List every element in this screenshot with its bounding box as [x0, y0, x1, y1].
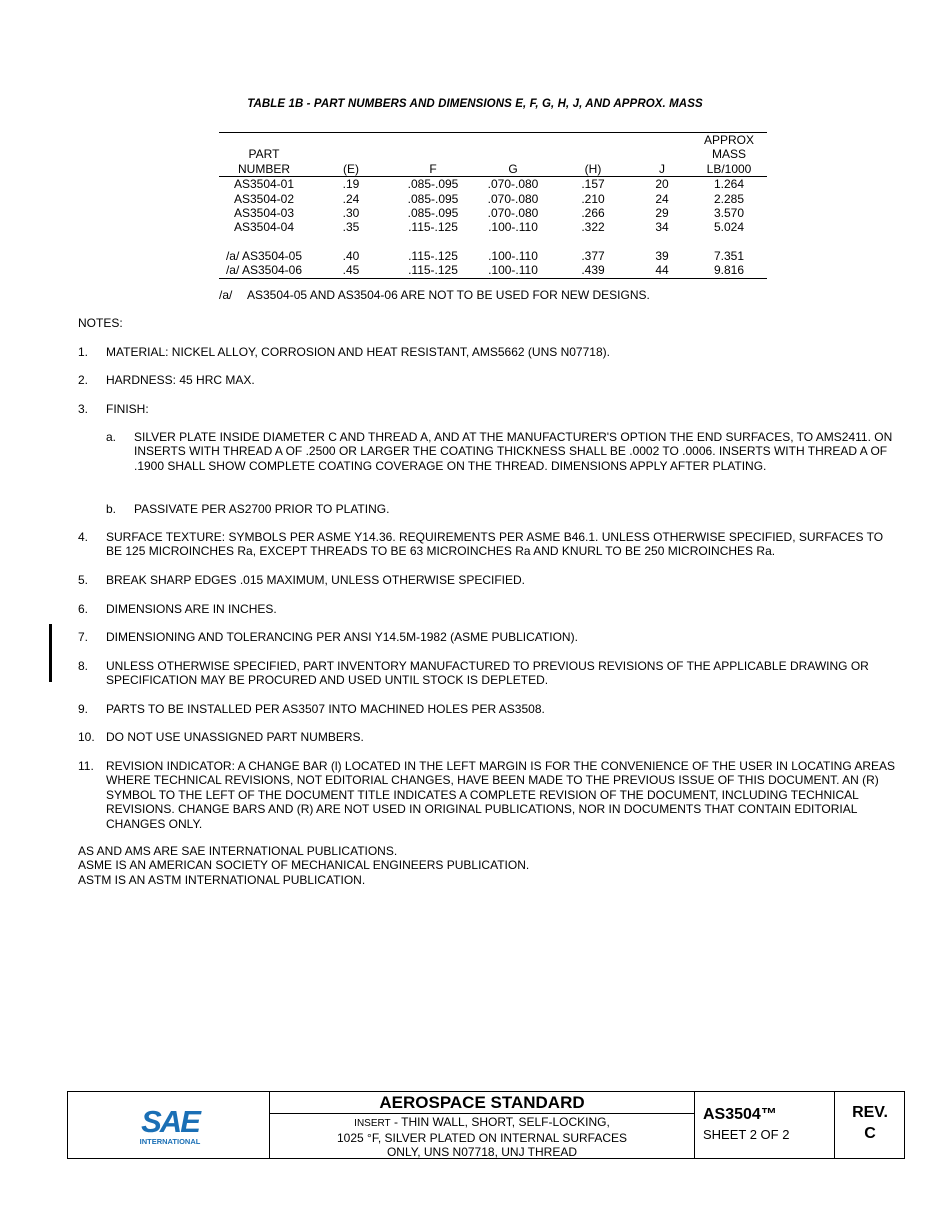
note-text: SILVER PLATE INSIDE DIAMETER C AND THREAD A, AND AT THE MANUFACTURER'S OPTION THE END SURFACES, TO AMS2411. ON INSERTS WITH THREAD A OF .2500 OR LARGER THE COATING THICKNESS SHALL BE .0002 TO .0006. INSERTS WITH THREAD A OF .1900 SHALL SHOW COMPLETE COATING COVERAGE ON THE THREAD. DIMENSIONS APPLY AFTER PLATING.	[134, 430, 893, 473]
header-part-l2: NUMBER	[237, 161, 290, 176]
note-text: PASSIVATE PER AS2700 PRIOR TO PLATING.	[134, 502, 390, 516]
footnote-text: AS3504-05 AND AS3504-06 ARE NOT TO BE USED FOR NEW DESIGNS.	[247, 288, 650, 302]
table-row	[219, 177, 767, 192]
cell-mass: 7.351	[713, 248, 745, 263]
header-j: J	[633, 133, 691, 177]
cell-mass: 3.570	[713, 206, 745, 221]
note-letter: b.	[106, 502, 117, 516]
note-text: HARDNESS: 45 HRC MAX.	[106, 373, 255, 387]
cell-f: .115-.125	[408, 248, 458, 263]
cell-j: 39	[655, 248, 669, 263]
cell-g: .070-.080	[487, 177, 539, 192]
cell-h: .266	[581, 206, 605, 221]
note-9	[78, 702, 898, 716]
header-part-l1: PART	[248, 147, 280, 162]
note-text: UNLESS OTHERWISE SPECIFIED, PART INVENTORY MANUFACTURED TO PREVIOUS REVISIONS OF THE APPLICABLE DRAWING OR SPECIFICATION MAY BE PROCURED AND USED UNTIL STOCK IS DEPLETED.	[106, 659, 869, 688]
table-header-row	[219, 133, 767, 177]
cell-j: 29	[655, 206, 669, 221]
cell-f: .085-.095	[407, 206, 459, 221]
description-line-1: - THIN WALL, SHORT, SELF-LOCKING,	[390, 1115, 610, 1129]
revision-cell	[835, 1092, 905, 1158]
publication-notes	[78, 844, 529, 887]
sae-logo-text: SAE	[141, 1104, 199, 1139]
table-row	[219, 192, 767, 206]
description-line-2: 1025 °F, SILVER PLATED ON INTERNAL SURFACES	[337, 1131, 627, 1145]
cell-g: .070-.080	[487, 206, 539, 221]
cell-h: .157	[581, 177, 605, 192]
cell-j: 24	[655, 191, 669, 206]
publication-line: ASTM IS AN ASTM INTERNATIONAL PUBLICATION.	[78, 872, 366, 887]
cell-e: .19	[342, 177, 360, 192]
cell-e: .35	[342, 220, 360, 235]
header-mass-l2: MASS	[711, 147, 746, 162]
part-table	[219, 132, 767, 279]
sae-logo	[137, 1102, 203, 1148]
header-part-number	[219, 133, 309, 177]
note-1	[78, 345, 898, 359]
note-3a	[106, 430, 896, 473]
table-row	[219, 249, 767, 263]
description-insert: INSERT	[354, 1118, 391, 1129]
cell-f: .085-.095	[407, 191, 459, 206]
table-title: TABLE 1B - PART NUMBERS AND DIMENSIONS E, F, G, H, J, AND APPROX. MASS	[247, 98, 703, 110]
note-number: 10.	[78, 730, 95, 744]
header-mass-l3: LB/1000	[706, 161, 752, 176]
cell-e: .24	[342, 191, 360, 206]
header-g: G	[473, 133, 553, 177]
change-bar	[49, 624, 52, 682]
cell-part: /a/ AS3504-06	[219, 263, 309, 278]
header-f: F	[393, 133, 473, 177]
note-text: DO NOT USE UNASSIGNED PART NUMBERS.	[106, 730, 364, 744]
cell-mass: 2.285	[713, 191, 745, 206]
cell-part: AS3504-02	[233, 191, 295, 206]
note-text: MATERIAL: NICKEL ALLOY, CORROSION AND HEAT RESISTANT, AMS5662 (UNS N07718).	[106, 345, 610, 359]
cell-g: .100-.110	[488, 248, 538, 263]
note-3b	[106, 502, 896, 516]
cell-g: .100-.110	[488, 220, 538, 235]
table-footnote	[219, 288, 650, 302]
note-6	[78, 602, 898, 616]
footnote-tag: /a/	[219, 288, 233, 302]
note-letter: a.	[106, 430, 117, 444]
note-text: FINISH:	[106, 402, 149, 416]
note-4	[78, 530, 898, 559]
note-3	[78, 402, 898, 416]
note-text: BREAK SHARP EDGES .015 MAXIMUM, UNLESS OTHERWISE SPECIFIED.	[106, 573, 525, 587]
cell-j: 20	[655, 177, 669, 192]
note-7	[78, 630, 898, 644]
cell-g: .070-.080	[487, 191, 539, 206]
note-number: 4.	[78, 530, 89, 544]
note-2	[78, 373, 898, 387]
cell-part: AS3504-01	[233, 177, 295, 192]
table-spacer-row	[219, 235, 767, 249]
cell-j: 34	[655, 220, 669, 235]
header-mass-l1: APPROX	[703, 133, 754, 147]
note-number: 6.	[78, 602, 89, 616]
note-text: SURFACE TEXTURE: SYMBOLS PER ASME Y14.36. REQUIREMENTS PER ASME B46.1. UNLESS OTHERWISE SPECIFIED, SURFACES TO BE 125 MICROINCHES Ra, EXCEPT THREADS TO BE 63 MICROINCHES Ra AND KNURL TO BE 250 MICROINCHES Ra.	[106, 530, 884, 559]
note-number: 1.	[78, 345, 89, 359]
table-row	[219, 206, 767, 220]
header-h: (H)	[553, 133, 633, 177]
cell-mass: 9.816	[691, 263, 767, 278]
cell-mass: 5.024	[713, 220, 745, 235]
table-row	[219, 263, 767, 278]
cell-e: .30	[342, 206, 360, 221]
cell-part: /a/ AS3504-05	[225, 248, 303, 263]
title-block	[67, 1091, 905, 1159]
cell-part: AS3504-04	[233, 220, 295, 235]
note-number: 5.	[78, 573, 89, 587]
description-line	[270, 1115, 694, 1131]
cell-part: AS3504-03	[233, 206, 295, 221]
cell-h: .210	[581, 191, 605, 206]
note-number: 2.	[78, 373, 89, 387]
document-number-cell	[695, 1092, 835, 1158]
cell-e: .40	[342, 248, 360, 263]
notes-heading: NOTES:	[78, 316, 123, 330]
description-line-3: ONLY, UNS N07718, UNJ THREAD	[386, 1145, 578, 1159]
cell-e: .45	[309, 263, 393, 278]
note-number: 9.	[78, 702, 89, 716]
note-number: 7.	[78, 630, 89, 644]
part-description	[270, 1114, 694, 1159]
note-number: 3.	[78, 402, 89, 416]
document-number: AS3504™	[703, 1106, 777, 1123]
spacer-cell	[219, 235, 767, 249]
table-row	[219, 220, 767, 234]
revision-label: REV.	[852, 1104, 888, 1121]
standard-heading: AEROSPACE STANDARD	[270, 1092, 694, 1114]
cell-g: .100-.110	[473, 263, 553, 278]
cell-h: .439	[553, 263, 633, 278]
note-text: PARTS TO BE INSTALLED PER AS3507 INTO MACHINED HOLES PER AS3508.	[106, 702, 545, 716]
header-e: (E)	[309, 133, 393, 177]
publication-line: ASME IS AN AMERICAN SOCIETY OF MECHANICAL ENGINEERS PUBLICATION.	[78, 858, 530, 873]
note-5	[78, 573, 898, 587]
header-mass	[691, 133, 767, 177]
sheet-number: SHEET 2 OF 2	[703, 1127, 790, 1142]
cell-f: .115-.125	[408, 220, 458, 235]
note-number: 11.	[78, 759, 94, 773]
logo-cell	[68, 1092, 270, 1158]
note-text: REVISION INDICATOR: A CHANGE BAR (l) LOCATED IN THE LEFT MARGIN IS FOR THE CONVENIENCE OF THE USER IN LOCATING AREAS WHERE TECHNICAL REVISIONS, NOT EDITORIAL CHANGES, HAVE BEEN MADE TO THE PREVIOUS ISSUE OF THIS DOCUMENT. AN (R) SYMBOL TO THE LEFT OF THE DOCUMENT TITLE INDICATES A COMPLETE REVISION OF THE DOCUMENT, INCLUDING TECHNICAL REVISIONS. CHANGE BARS AND (R) ARE NOT USED IN ORIGINAL PUBLICATIONS, NOR IN DOCUMENTS THAT CONTAIN EDITORIAL CHANGES ONLY.	[106, 759, 896, 831]
note-number: 8.	[78, 659, 89, 673]
note-text: DIMENSIONS ARE IN INCHES.	[106, 602, 277, 616]
note-11	[78, 759, 898, 831]
note-8	[78, 659, 898, 688]
publication-line: AS AND AMS ARE SAE INTERNATIONAL PUBLICATIONS.	[78, 844, 398, 858]
cell-j: 44	[633, 263, 691, 278]
cell-h: .377	[581, 248, 605, 263]
cell-mass: 1.264	[713, 177, 745, 192]
revision-value: C	[864, 1125, 876, 1142]
cell-h: .322	[581, 220, 605, 235]
note-10	[78, 730, 898, 744]
cell-f: .085-.095	[407, 177, 459, 192]
sae-logo-subtext: INTERNATIONAL	[139, 1137, 201, 1146]
cell-f: .115-.125	[393, 263, 473, 278]
note-text: DIMENSIONING AND TOLERANCING PER ANSI Y14.5M-1982 (ASME PUBLICATION).	[106, 630, 578, 644]
title-cell	[270, 1092, 695, 1158]
